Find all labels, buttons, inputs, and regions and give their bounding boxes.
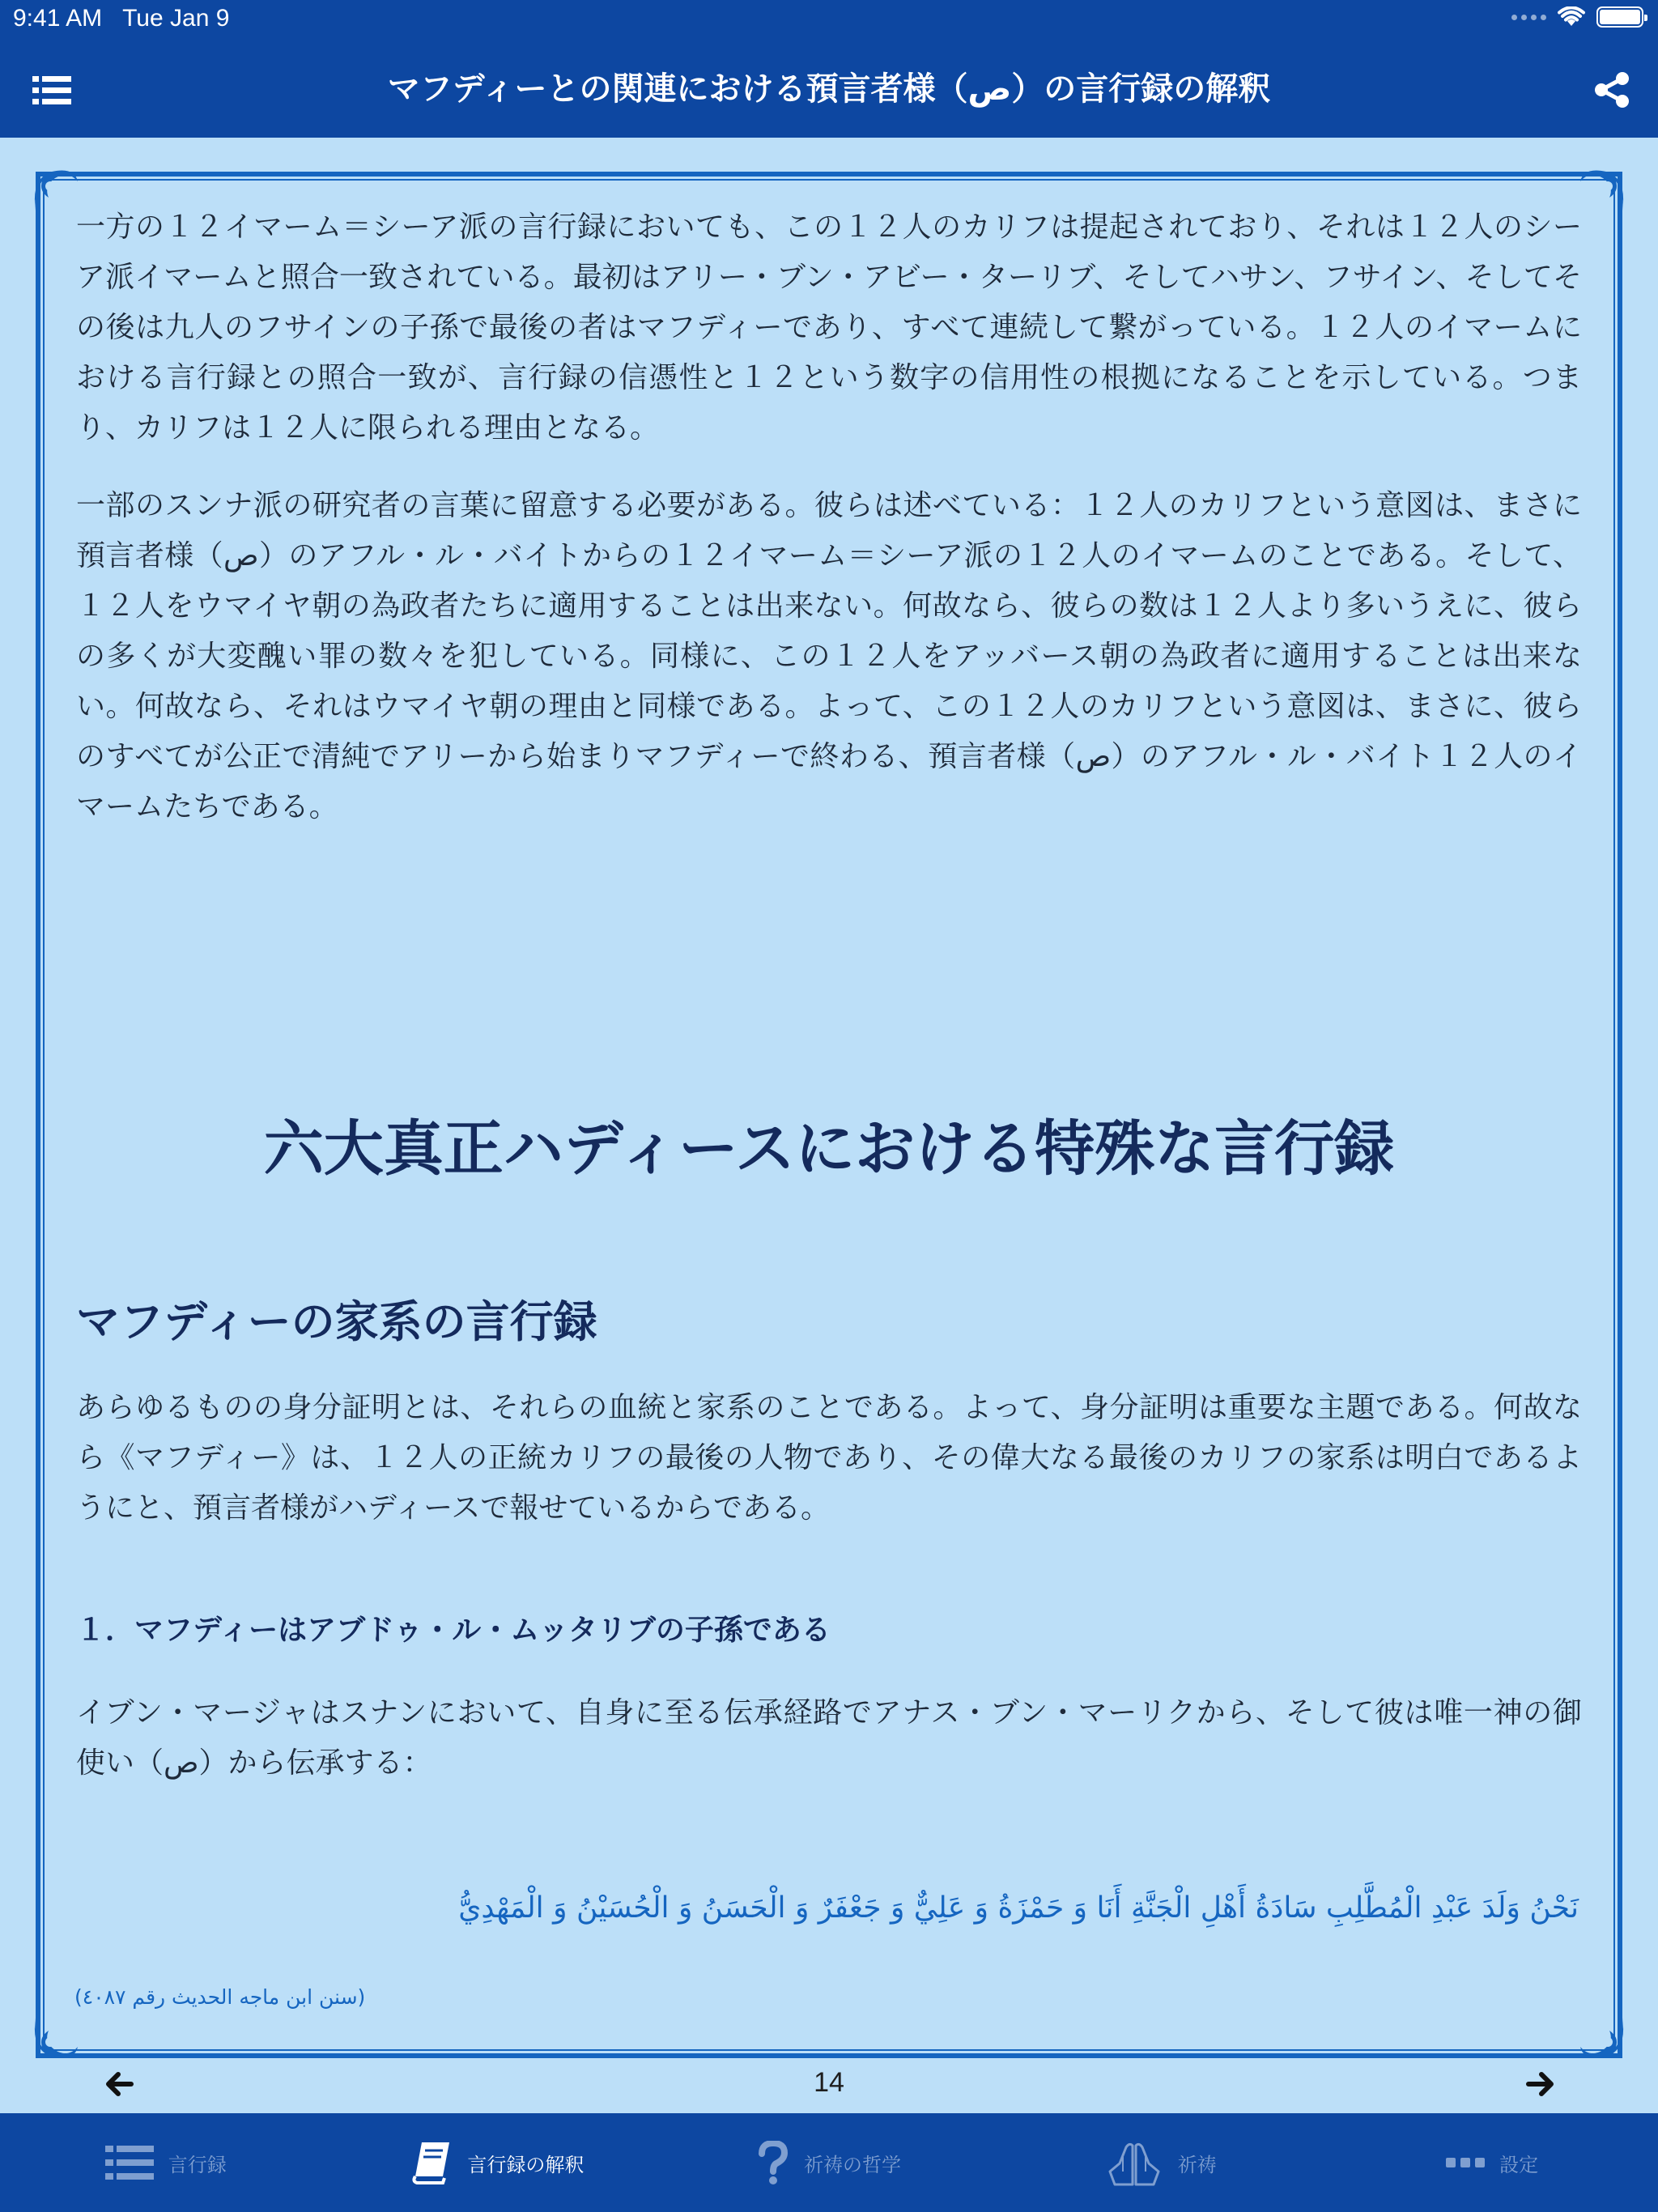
tab-label: 祈祷の哲学 (803, 2153, 901, 2176)
paragraph: イブン・マージャはスナンにおいて、自身に至る伝承経路でアナス・ブン・マーリクから、そして彼は唯一神の御使い（ص）から伝承する： (76, 1696, 1582, 1780)
menu-button[interactable] (32, 74, 71, 107)
section-heading: 六大真正ハディースにおける特殊な言行録 (263, 1114, 1395, 1184)
question-icon (757, 2141, 789, 2184)
arrow-left-icon (102, 2066, 138, 2102)
page-number: 14 (814, 2067, 844, 2098)
page-title: マフディーとの関連における預言者様（ص）の言行録の解釈 (387, 70, 1271, 108)
hadith-reference: (سنن ابن ماجه الحديث رقم ٤٠٨٧) (74, 1985, 366, 2009)
status-clock: 9:41 AM (13, 5, 103, 32)
list-icon (105, 2144, 154, 2181)
book-icon (410, 2141, 453, 2184)
paragraph: あらゆるものの身分証明とは、それらの血統と家系のことである。よって、身分証明は重要な主題である。何故なら《マフディー》は、１２人の正統カリフの最後の人物であり、その偉大なる最後のカリフの家系は明白であるようにと、預言者様がハディースで報せているからである。 (76, 1391, 1582, 1525)
arrow-right-icon (1522, 2066, 1558, 2102)
sub-heading: マフディーの家系の言行録 (76, 1295, 597, 1347)
list-icon (32, 74, 71, 107)
corner-ornament-icon (1574, 2010, 1630, 2066)
status-date: Tue Jan 9 (122, 5, 230, 32)
praying-hands-icon (1105, 2139, 1163, 2186)
tab-hadith[interactable] (0, 2113, 332, 2212)
corner-ornament-icon (28, 2010, 84, 2066)
paragraph: 一方の１２イマーム＝シーア派の言行録においても、この１２人のカリフは提起されており、それは１２人のシーア派イマームと照合一致されている。最初はアリー・ブン・アビー・ターリブ、そしてハサン、フサイン、そしてその後は九人のフサインの子孫で最後の者はマフディーであり、すべて連続して繋がっている。１２人のイマームにおける言行録との照合一致が、言行録の信憑性と１２という数字の信用性の根拠になることを示している。つまり、カリフは１２人に限られる理由となる。 (76, 211, 1582, 445)
next-page-button[interactable] (1522, 2066, 1558, 2102)
numbered-heading: １．マフディーはアブドゥ・ル・ムッタリブの子孫である (76, 1613, 831, 1647)
tab-prayer[interactable] (995, 2113, 1327, 2212)
tab-bar (0, 2113, 1658, 2212)
previous-page-button[interactable] (102, 2066, 138, 2102)
tab-label: 祈祷 (1177, 2153, 1217, 2176)
battery-icon (1596, 6, 1643, 28)
tab-prayer-philosophy[interactable] (663, 2113, 995, 2212)
article-body (76, 202, 1582, 832)
status-indicators (1511, 6, 1643, 28)
corner-ornament-icon (1574, 162, 1630, 219)
share-icon (1593, 71, 1630, 108)
tab-label: 言行録 (168, 2153, 227, 2176)
arabic-hadith-quote: نَحْنُ وَلَدَ عَبْدِ الْمُطَّلِبِ سَادَةُ أَهْلِ الْجَنَّةِ أَنَا وَ حَمْزَةُ وَ عَلِيٌّ وَ جَعْفَرٌ وَ الْحَسَنُ وَ الْحُسَيْنُ وَ الْمَهْدِيُّ (458, 1891, 1579, 1925)
tab-label: 言行録の解釈 (467, 2153, 585, 2176)
more-dots-icon (1446, 2155, 1485, 2171)
signal-icon (1511, 15, 1546, 20)
wifi-icon (1558, 6, 1585, 28)
paragraph: 一部のスンナ派の研究者の言葉に留意する必要がある。彼らは述べている：１２人のカリフという意図は、まさに預言者様（ص）のアフル・ル・バイトからの１２イマーム＝シーア派の１２人のイマームのことである。そして、１２人をウマイヤ朝の為政者たちに適用することは出来ない。何故なら、彼らの数は１２人より多いうえに、彼らの多くが大変醜い罪の数々を犯している。同様に、この１２人をアッバース朝の為政者に適用することは出来ない。何故なら、それはウマイヤ朝の理由と同様である。よって、この１２人のカリフという意図は、まさに、彼らのすべてが公正で清純でアリーから始まりマフディーで終わる、預言者様（ص）のアフル・ル・バイト１２人のイマームたちである。 (76, 489, 1582, 823)
top-bar (0, 0, 1658, 138)
tab-label: 設定 (1499, 2153, 1539, 2176)
share-button[interactable] (1593, 71, 1630, 108)
tab-hadith-interpretation[interactable] (332, 2113, 664, 2212)
status-time (13, 5, 229, 32)
tab-settings[interactable] (1326, 2113, 1658, 2212)
